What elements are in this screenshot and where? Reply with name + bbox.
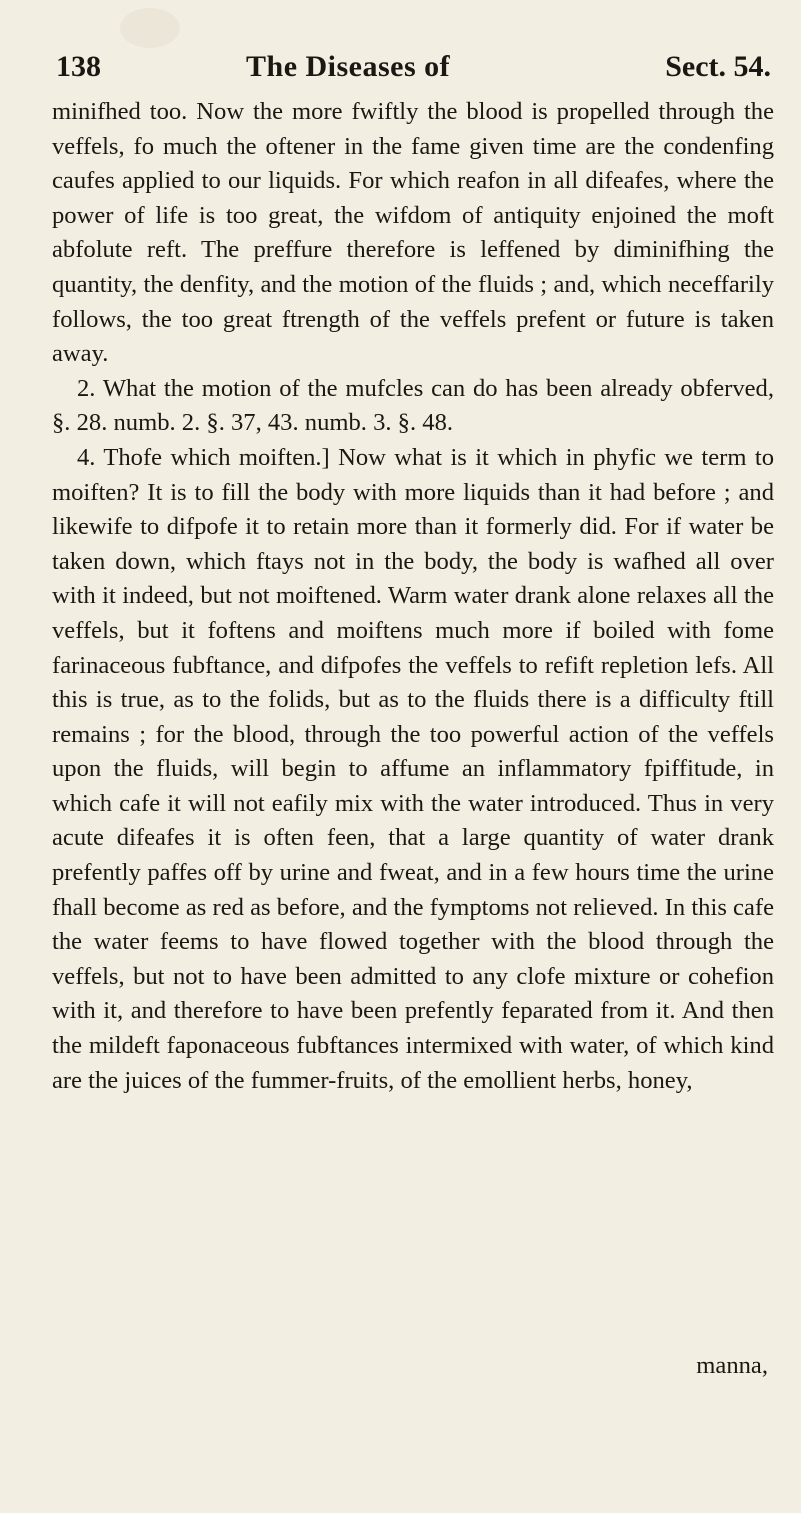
running-title: The Diseases of xyxy=(246,50,451,83)
catchword: manna, xyxy=(696,1352,768,1379)
paragraph-1: minifhed too. Now the more fwiftly the blood is propelled through the veffels, fo much the oftener in the fame given time are the condenfing caufes applied to our liquids. For which reafon in all difeafes, where the power of life is too great, the wifdom of antiquity enjoined the moft abfolute reft. The preffure therefore is leffened by diminifhing the quantity, the denfity, and the motion of the fluids ; and, which neceffarily follows, the too great ftrength of the veffels prefent or future is taken away. xyxy=(52,98,774,368)
running-header xyxy=(56,42,771,92)
paragraph-2: 2. What the motion of the mufcles can do has been already obferved, §. 28. numb. 2. §. 37, 43. numb. 3. §. 48. xyxy=(52,374,774,437)
page-number: 138 xyxy=(56,50,101,83)
body-text xyxy=(52,95,774,1098)
paragraph-3: 4. Thofe which moiften.] Now what is it which in phyfic we term to moiften? It is to fill the body with more liquids than it had before ; and likewife to difpofe it to retain more than it formerly did. For if water be taken down, which ftays not in the body, the body is wafhed all over with it indeed, but not moiftened. Warm water drank alone relaxes all the veffels, but it foftens and moiftens much more if boiled with fome farinaceous fubftance, and difpofes the veffels to refift repletion lefs. All this is true, as to the folids, but as to the fluids there is a difficulty ftill remains ; for the blood, through the too powerful action of the veffels upon the fluids, will begin to affume an inflammatory fpiffitude, in which cafe it will not eafily mix with the water introduced. Thus in very acute difeafes it is often feen, that a large quantity of water drank prefently paffes off by urine and fweat, and in a few hours time the urine fhall become as red as before, and the fymptoms not relieved. In this cafe the water feems to have flowed together with the blood through the veffels, but not to have been admitted to any clofe mixture or cohefion with it, and therefore to have been prefently feparated from it. And then the mildeft faponaceous fubftances intermixed with water, of which kind are the juices of the fummer-fruits, of the emollient herbs, honey, xyxy=(52,443,774,1094)
section-reference: Sect. 54. xyxy=(665,50,771,83)
